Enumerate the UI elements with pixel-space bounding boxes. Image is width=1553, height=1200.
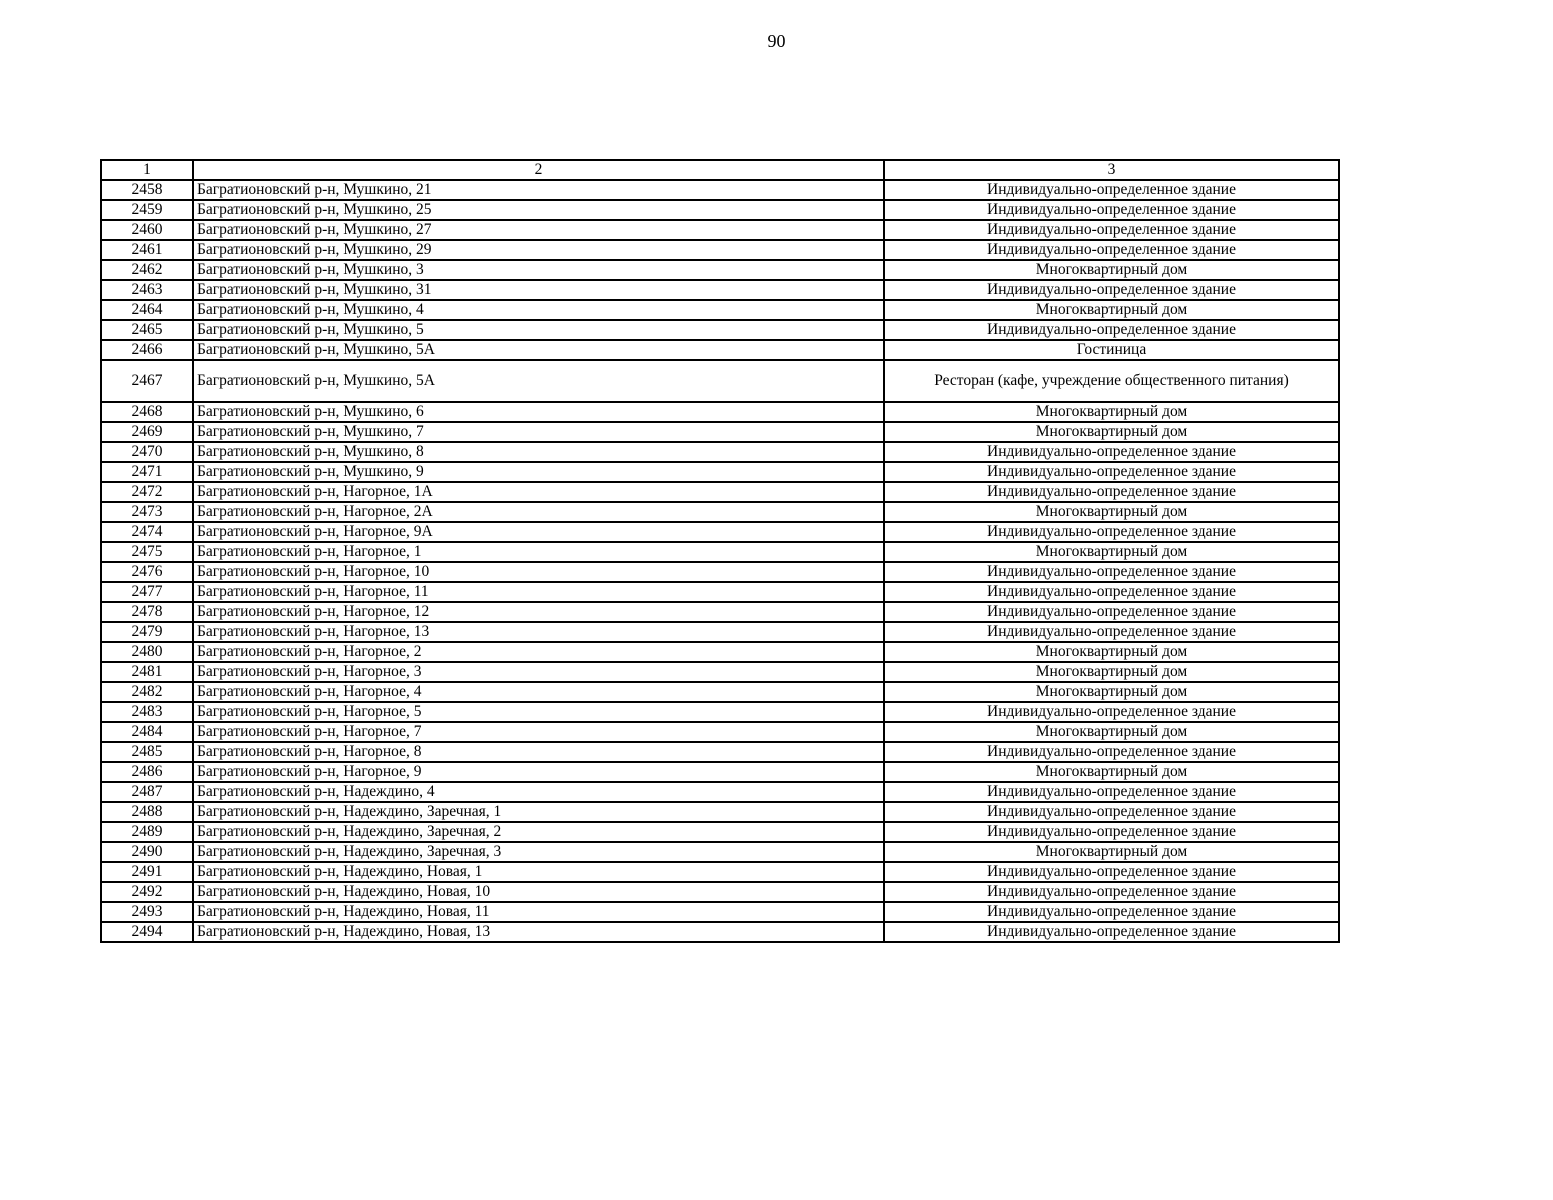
address-cell: Багратионовский р-н, Надеждино, Новая, 10: [193, 882, 884, 902]
address-cell: Багратионовский р-н, Нагорное, 10: [193, 562, 884, 582]
column-header-3: 3: [884, 160, 1339, 180]
address-cell: Багратионовский р-н, Нагорное, 4: [193, 682, 884, 702]
table-row: [101, 722, 1339, 742]
column-header-1: 1: [101, 160, 193, 180]
address-cell: Багратионовский р-н, Мушкино, 3: [193, 260, 884, 280]
building-type-cell: Индивидуально-определенное здание: [884, 622, 1339, 642]
address-cell: Багратионовский р-н, Надеждино, Заречная, 2: [193, 822, 884, 842]
building-type-cell: Многоквартирный дом: [884, 502, 1339, 522]
address-cell: Багратионовский р-н, Нагорное, 3: [193, 662, 884, 682]
row-number-cell: 2474: [101, 522, 193, 542]
row-number-cell: 2480: [101, 642, 193, 662]
table-row: [101, 482, 1339, 502]
row-number-cell: 2494: [101, 922, 193, 942]
row-number-cell: 2460: [101, 220, 193, 240]
row-number-cell: 2486: [101, 762, 193, 782]
table-row: [101, 402, 1339, 422]
building-type-cell: Многоквартирный дом: [884, 422, 1339, 442]
row-number-cell: 2463: [101, 280, 193, 300]
address-cell: Багратионовский р-н, Мушкино, 6: [193, 402, 884, 422]
building-type-cell: Индивидуально-определенное здание: [884, 442, 1339, 462]
row-number-cell: 2484: [101, 722, 193, 742]
address-cell: Багратионовский р-н, Нагорное, 7: [193, 722, 884, 742]
address-cell: Багратионовский р-н, Нагорное, 8: [193, 742, 884, 762]
row-number-cell: 2459: [101, 200, 193, 220]
address-cell: Багратионовский р-н, Нагорное, 11: [193, 582, 884, 602]
building-type-cell: Многоквартирный дом: [884, 842, 1339, 862]
address-cell: Багратионовский р-н, Мушкино, 5А: [193, 340, 884, 360]
table-row: [101, 240, 1339, 260]
table-header-row: [101, 160, 1339, 180]
table-row: [101, 822, 1339, 842]
address-cell: Багратионовский р-н, Нагорное, 2: [193, 642, 884, 662]
building-type-cell: Многоквартирный дом: [884, 260, 1339, 280]
row-number-cell: 2493: [101, 902, 193, 922]
row-number-cell: 2485: [101, 742, 193, 762]
row-number-cell: 2473: [101, 502, 193, 522]
address-cell: Багратионовский р-н, Нагорное, 13: [193, 622, 884, 642]
table-row: [101, 682, 1339, 702]
building-type-cell: Индивидуально-определенное здание: [884, 522, 1339, 542]
row-number-cell: 2464: [101, 300, 193, 320]
address-cell: Багратионовский р-н, Нагорное, 1: [193, 542, 884, 562]
building-type-cell: Многоквартирный дом: [884, 642, 1339, 662]
row-number-cell: 2492: [101, 882, 193, 902]
table-row: [101, 340, 1339, 360]
address-cell: Багратионовский р-н, Мушкино, 4: [193, 300, 884, 320]
building-type-cell: Гостиница: [884, 340, 1339, 360]
table-body: [101, 180, 1339, 942]
row-number-cell: 2479: [101, 622, 193, 642]
building-type-cell: Индивидуально-определенное здание: [884, 462, 1339, 482]
address-cell: Багратионовский р-н, Надеждино, Новая, 11: [193, 902, 884, 922]
table-row: [101, 602, 1339, 622]
address-cell: Багратионовский р-н, Мушкино, 5: [193, 320, 884, 340]
row-number-cell: 2462: [101, 260, 193, 280]
address-cell: Багратионовский р-н, Нагорное, 12: [193, 602, 884, 622]
address-cell: Багратионовский р-н, Мушкино, 7: [193, 422, 884, 442]
table-row: [101, 662, 1339, 682]
row-number-cell: 2490: [101, 842, 193, 862]
table-row: [101, 200, 1339, 220]
row-number-cell: 2467: [101, 360, 193, 402]
address-cell: Багратионовский р-н, Надеждино, Заречная, 3: [193, 842, 884, 862]
row-number-cell: 2465: [101, 320, 193, 340]
property-registry-table: [100, 159, 1340, 943]
address-cell: Багратионовский р-н, Надеждино, Заречная, 1: [193, 802, 884, 822]
table-row: [101, 462, 1339, 482]
building-type-cell: Многоквартирный дом: [884, 662, 1339, 682]
table-row: [101, 902, 1339, 922]
building-type-cell: Индивидуально-определенное здание: [884, 200, 1339, 220]
table-row: [101, 422, 1339, 442]
address-cell: Багратионовский р-н, Мушкино, 25: [193, 200, 884, 220]
table-row: [101, 300, 1339, 320]
row-number-cell: 2488: [101, 802, 193, 822]
table-row: [101, 922, 1339, 942]
building-type-cell: Индивидуально-определенное здание: [884, 862, 1339, 882]
building-type-cell: Многоквартирный дом: [884, 722, 1339, 742]
table-row: [101, 642, 1339, 662]
building-type-cell: Индивидуально-определенное здание: [884, 702, 1339, 722]
row-number-cell: 2470: [101, 442, 193, 462]
table-row: [101, 762, 1339, 782]
building-type-cell: Индивидуально-определенное здание: [884, 280, 1339, 300]
row-number-cell: 2466: [101, 340, 193, 360]
building-type-cell: Индивидуально-определенное здание: [884, 220, 1339, 240]
row-number-cell: 2469: [101, 422, 193, 442]
table-row: [101, 502, 1339, 522]
building-type-cell: Индивидуально-определенное здание: [884, 562, 1339, 582]
address-cell: Багратионовский р-н, Мушкино, 5А: [193, 360, 884, 402]
table-row: [101, 702, 1339, 722]
row-number-cell: 2476: [101, 562, 193, 582]
address-cell: Багратионовский р-н, Нагорное, 2А: [193, 502, 884, 522]
table-row: [101, 180, 1339, 200]
address-cell: Багратионовский р-н, Нагорное, 1А: [193, 482, 884, 502]
address-cell: Багратионовский р-н, Мушкино, 27: [193, 220, 884, 240]
building-type-cell: Ресторан (кафе, учреждение общественного питания): [884, 360, 1339, 402]
building-type-cell: Многоквартирный дом: [884, 762, 1339, 782]
address-cell: Багратионовский р-н, Мушкино, 29: [193, 240, 884, 260]
address-cell: Багратионовский р-н, Надеждино, 4: [193, 782, 884, 802]
table-row: [101, 842, 1339, 862]
table-row: [101, 562, 1339, 582]
building-type-cell: Многоквартирный дом: [884, 300, 1339, 320]
table-row: [101, 882, 1339, 902]
table-row: [101, 582, 1339, 602]
building-type-cell: Индивидуально-определенное здание: [884, 922, 1339, 942]
address-cell: Багратионовский р-н, Мушкино, 21: [193, 180, 884, 200]
building-type-cell: Индивидуально-определенное здание: [884, 602, 1339, 622]
table-row: [101, 280, 1339, 300]
address-cell: Багратионовский р-н, Нагорное, 9: [193, 762, 884, 782]
row-number-cell: 2481: [101, 662, 193, 682]
row-number-cell: 2477: [101, 582, 193, 602]
table-row: [101, 220, 1339, 240]
address-cell: Багратионовский р-н, Мушкино, 31: [193, 280, 884, 300]
building-type-cell: Индивидуально-определенное здание: [884, 742, 1339, 762]
address-cell: Багратионовский р-н, Нагорное, 9А: [193, 522, 884, 542]
building-type-cell: Индивидуально-определенное здание: [884, 822, 1339, 842]
building-type-cell: Индивидуально-определенное здание: [884, 180, 1339, 200]
row-number-cell: 2471: [101, 462, 193, 482]
building-type-cell: Индивидуально-определенное здание: [884, 902, 1339, 922]
table-row: [101, 260, 1339, 280]
address-cell: Багратионовский р-н, Мушкино, 9: [193, 462, 884, 482]
page-number: 90: [767, 31, 786, 51]
table-row: [101, 742, 1339, 762]
table-row: [101, 862, 1339, 882]
row-number-cell: 2487: [101, 782, 193, 802]
table-row: [101, 360, 1339, 402]
row-number-cell: 2475: [101, 542, 193, 562]
building-type-cell: Индивидуально-определенное здание: [884, 802, 1339, 822]
table-row: [101, 522, 1339, 542]
table-row: [101, 622, 1339, 642]
row-number-cell: 2478: [101, 602, 193, 622]
table-row: [101, 442, 1339, 462]
row-number-cell: 2489: [101, 822, 193, 842]
table-row: [101, 320, 1339, 340]
row-number-cell: 2482: [101, 682, 193, 702]
row-number-cell: 2458: [101, 180, 193, 200]
building-type-cell: Индивидуально-определенное здание: [884, 320, 1339, 340]
address-cell: Багратионовский р-н, Нагорное, 5: [193, 702, 884, 722]
building-type-cell: Многоквартирный дом: [884, 682, 1339, 702]
address-cell: Багратионовский р-н, Надеждино, Новая, 1: [193, 862, 884, 882]
row-number-cell: 2461: [101, 240, 193, 260]
building-type-cell: Индивидуально-определенное здание: [884, 240, 1339, 260]
row-number-cell: 2472: [101, 482, 193, 502]
table-row: [101, 782, 1339, 802]
row-number-cell: 2468: [101, 402, 193, 422]
building-type-cell: Многоквартирный дом: [884, 542, 1339, 562]
building-type-cell: Многоквартирный дом: [884, 402, 1339, 422]
table-row: [101, 802, 1339, 822]
building-type-cell: Индивидуально-определенное здание: [884, 882, 1339, 902]
row-number-cell: 2483: [101, 702, 193, 722]
column-header-2: 2: [193, 160, 884, 180]
address-cell: Багратионовский р-н, Мушкино, 8: [193, 442, 884, 462]
building-type-cell: Индивидуально-определенное здание: [884, 482, 1339, 502]
table-row: [101, 542, 1339, 562]
building-type-cell: Индивидуально-определенное здание: [884, 582, 1339, 602]
address-cell: Багратионовский р-н, Надеждино, Новая, 13: [193, 922, 884, 942]
row-number-cell: 2491: [101, 862, 193, 882]
building-type-cell: Индивидуально-определенное здание: [884, 782, 1339, 802]
